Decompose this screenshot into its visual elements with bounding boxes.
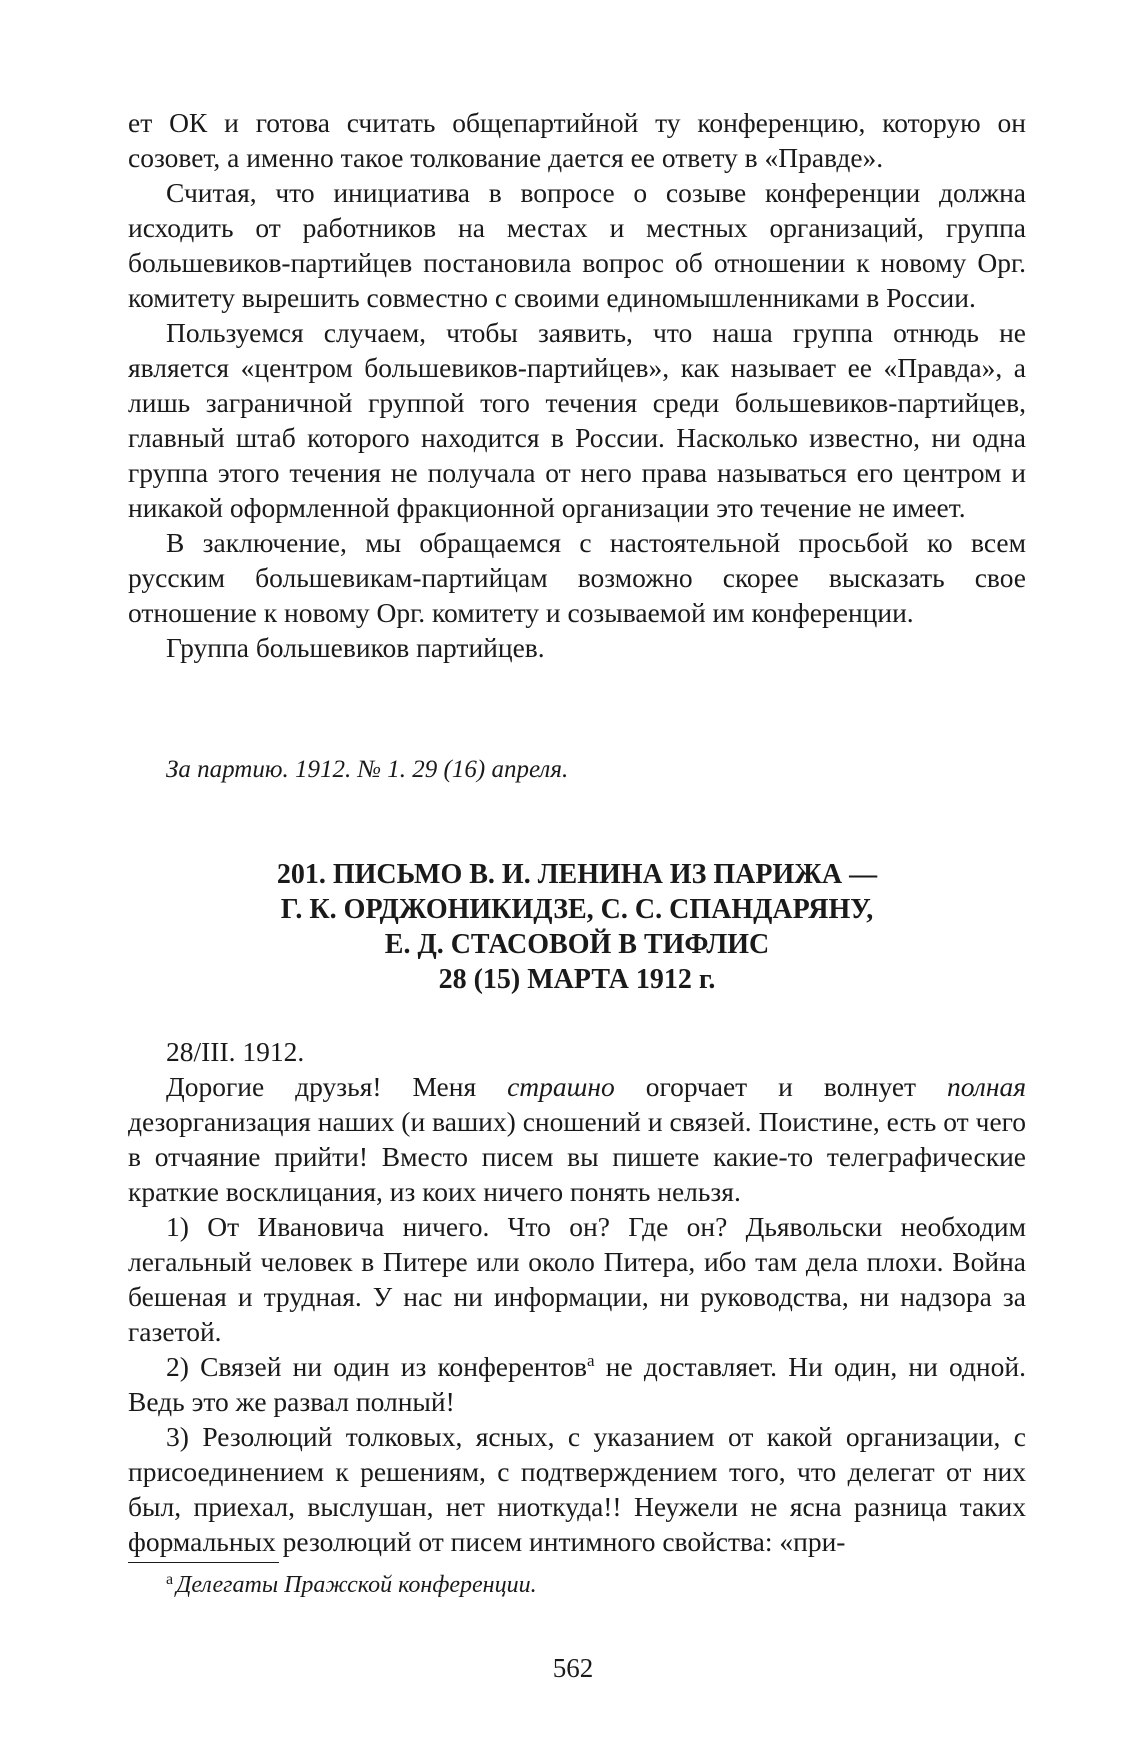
emphasis: страшно [507,1071,615,1102]
text-run: дезорганизация наших (и ваших) сношений и связей. Поистине, есть от чего в отчаяние прийти! Вместо писем вы пишете какие-то телеграфические краткие восклицания, из коих ничего понять нельзя. [128,1106,1026,1207]
footnote-ref: а [587,1351,595,1370]
previous-document-text [128,105,1026,665]
source-citation: За партию. 1912. № 1. 29 (16) апреля. [166,756,569,783]
heading-line: 28 (15) МАРТА 1912 г. [438,964,716,995]
signature-line: Группа большевиков партийцев. [166,632,545,663]
paragraph: Пользуемся случаем, чтобы заявить, что наша группа отнюдь не является «центром большевиков-партийцев», как называет ее «Правда», а лишь заграничной группой того течения среди большевиков-партийцев, главный штаб которого находится в России. Насколько известно, ни одна группа этого течения не получала от него права называться его центром и никакой оформленной фракционной организации это течение не имеет. [128,317,1026,523]
source-citation-block [128,754,1026,786]
paragraph: В заключение, мы обращаемся с настоятельной просьбой ко всем русским большевикам-партийцам возможно скорее высказать свое отношение к новому Орг. комитету и созываемой им конференции. [128,527,1026,628]
emphasis: полная [947,1071,1026,1102]
text-run: не доставляет. Ни один, ни одной. Ведь это же развал полный! [128,1351,1026,1417]
paragraph: Считая, что инициатива в вопросе о созыве конференции должна исходить от работников на местах и местных организаций, группа большевиков-партийцев постановила вопрос об отношении к новому Орг. комитету вырешить совместно с своими единомышленниками в России. [128,177,1026,313]
footnote-text: Делегаты Пражской конференции. [176,1572,537,1598]
paragraph: ет ОК и готова считать общепартийной ту конференцию, которую он созовет, а именно такое толкование дается ее ответу в «Правде». [128,107,1026,173]
page-number: 562 [552,1653,594,1683]
footnote-divider [128,1562,279,1563]
heading-line: Е. Д. СТАСОВОЙ В ТИФЛИС [384,929,770,960]
footnote [166,1570,537,1600]
paragraph: 3) Резолюций толковых, ясных, с указанием от какой организации, с присоединением к решениям, с подтверждением того, что делегат от них был, приехал, выслушан, нет ниоткуда!! Неужели не ясна разница таких формальных резолюций от писем интимного свойства: «при- [128,1421,1026,1557]
text-run: огорчает и волнует [614,1071,948,1102]
letter-body [128,1034,1026,1559]
text-run: 2) Связей ни один из конферентов [166,1351,588,1382]
heading-line: 201. ПИСЬМО В. И. ЛЕНИНА ИЗ ПАРИЖА — [276,859,878,890]
heading-line: Г. К. ОРДЖОНИКИДЗЕ, С. С. СПАНДАРЯНУ, [280,894,874,925]
document-heading [128,857,1026,997]
paragraph [128,1349,1026,1419]
paragraph: 1) От Ивановича ничего. Что он? Где он? Дьявольски необходим легальный человек в Питере или около Питера, ибо там дела плохи. Война бешеная и трудная. У нас ни информации, ни руководства, ни надзора за газетой. [128,1211,1026,1347]
paragraph [128,1069,1026,1209]
letter-date: 28/III. 1912. [166,1036,305,1067]
footnote-mark: а [166,1571,174,1588]
text-run: Дорогие друзья! Меня [166,1071,508,1102]
